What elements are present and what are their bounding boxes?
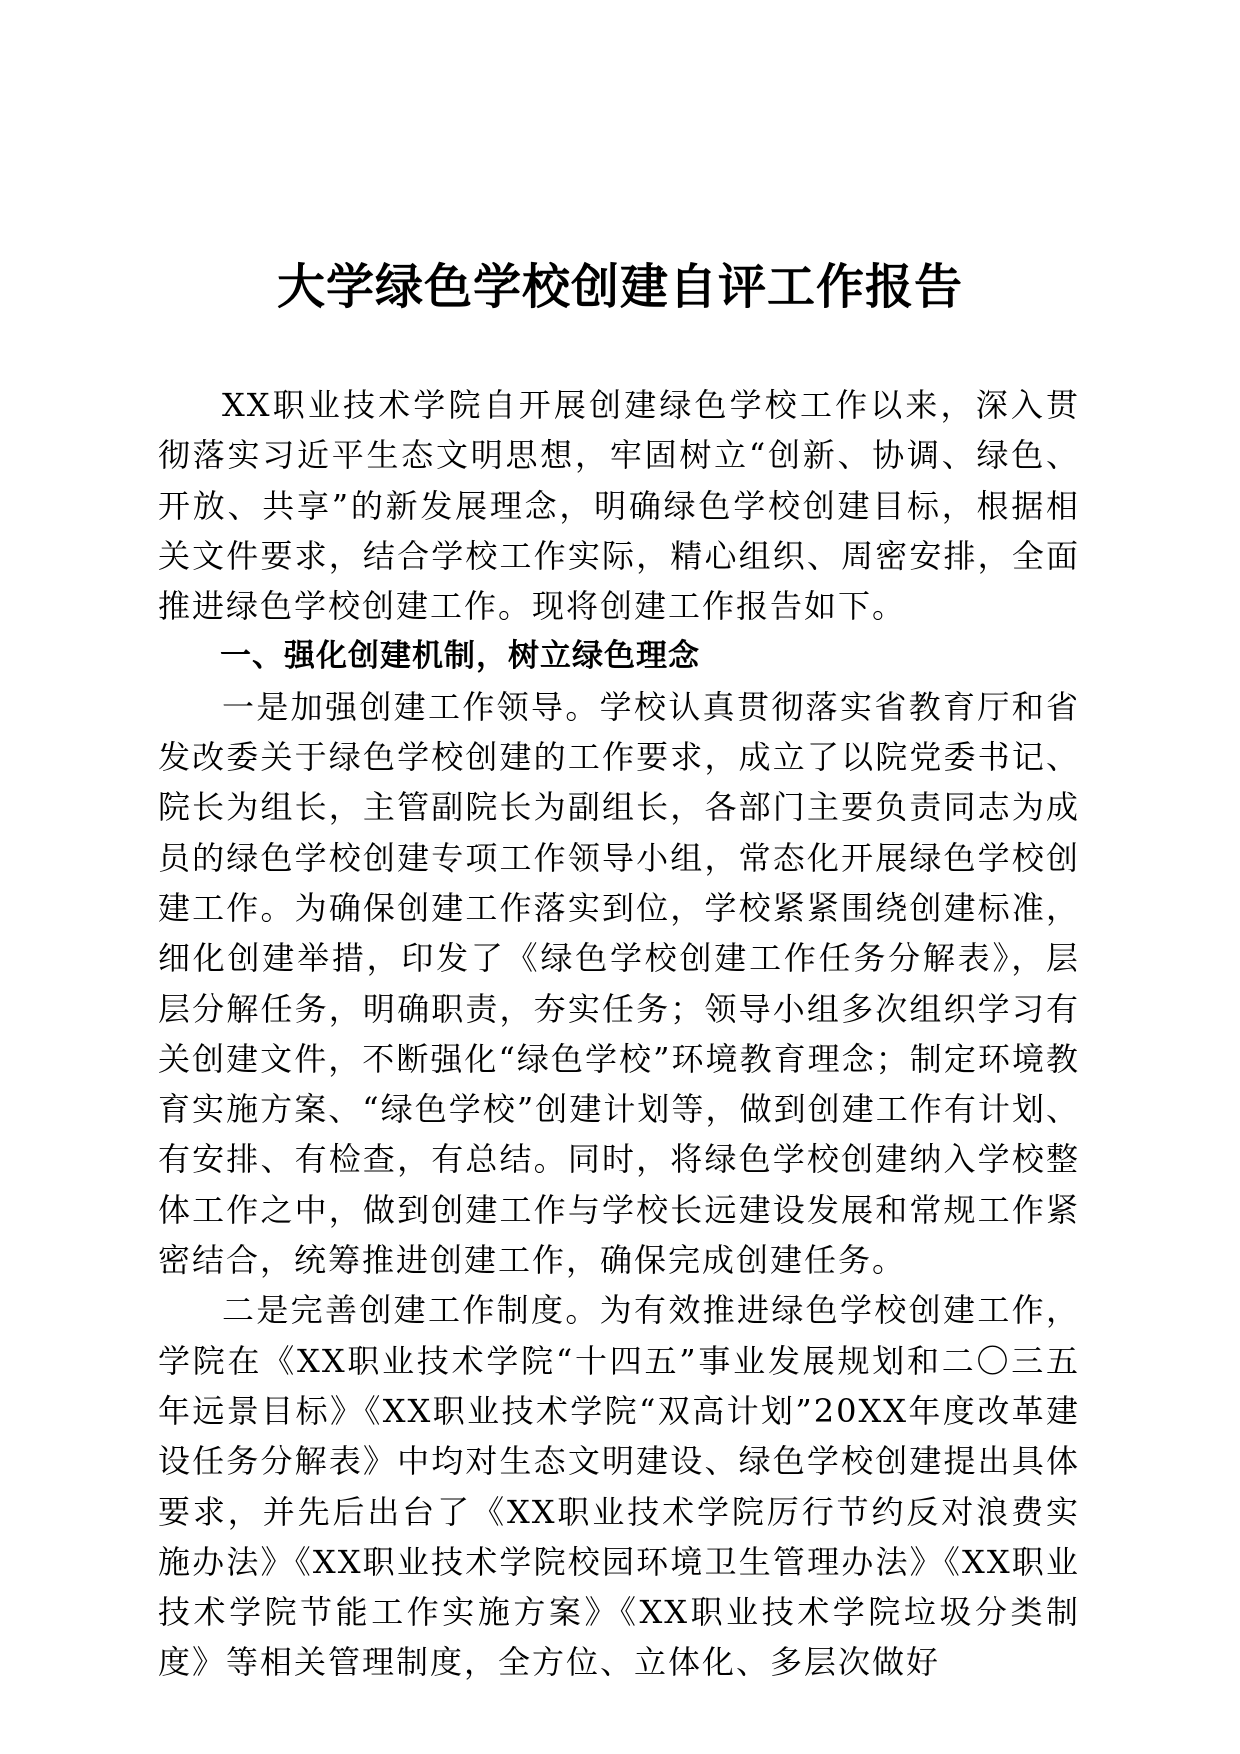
body-paragraph: 二是完善创建工作制度。为有效推进绿色学校创建工作，学院在《XX职业技术学院“十四五”事业发展规划和二〇三五年远景目标》《XX职业技术学院“双高计划”20XX年度改革建设任务分解表》中均对生态文明建设、绿色学校创建提出具体要求，并先后出台了《XX职业技术学院厉行节约反对浪费实施办法》《XX职业技术学院校园环境卫生管理办法》《XX职业技术学院节能工作实施方案》《XX职业技术学院垃圾分类制度》等相关管理制度，全方位、立体化、多层次做好 [158, 1291, 1080, 1682]
document-title: 大学绿色学校创建自评工作报告 [276, 259, 963, 315]
section-heading: 一、强化创建机制，树立绿色理念 [220, 638, 700, 675]
intro-paragraph: XX职业技术学院自开展创建绿色学校工作以来，深入贯彻落实习近平生态文明思想，牢固树立“创新、协调、绿色、开放、共享”的新发展理念，明确绿色学校创建目标，根据相关文件要求，结合学校工作实际，精心组织、周密安排，全面推进绿色学校创建工作。现将创建工作报告如下。 [158, 386, 1080, 626]
document-body [158, 380, 1080, 1688]
body-paragraph: 一是加强创建工作领导。学校认真贯彻落实省教育厅和省发改委关于绿色学校创建的工作要求，成立了以院党委书记、院长为组长，主管副院长为副组长，各部门主要负责同志为成员的绿色学校创建专项工作领导小组，常态化开展绿色学校创建工作。为确保创建工作落实到位，学校紧紧围绕创建标准，细化创建举措，印发了《绿色学校创建工作任务分解表》，层层分解任务，明确职责，夯实任务；领导小组多次组织学习有关创建文件，不断强化“绿色学校”环境教育理念；制定环境教育实施方案、“绿色学校”创建计划等，做到创建工作有计划、有安排、有检查，有总结。同时，将绿色学校创建纳入学校整体工作之中，做到创建工作与学校长远建设发展和常规工作紧密结合，统筹推进创建工作，确保完成创建任务。 [158, 687, 1080, 1280]
